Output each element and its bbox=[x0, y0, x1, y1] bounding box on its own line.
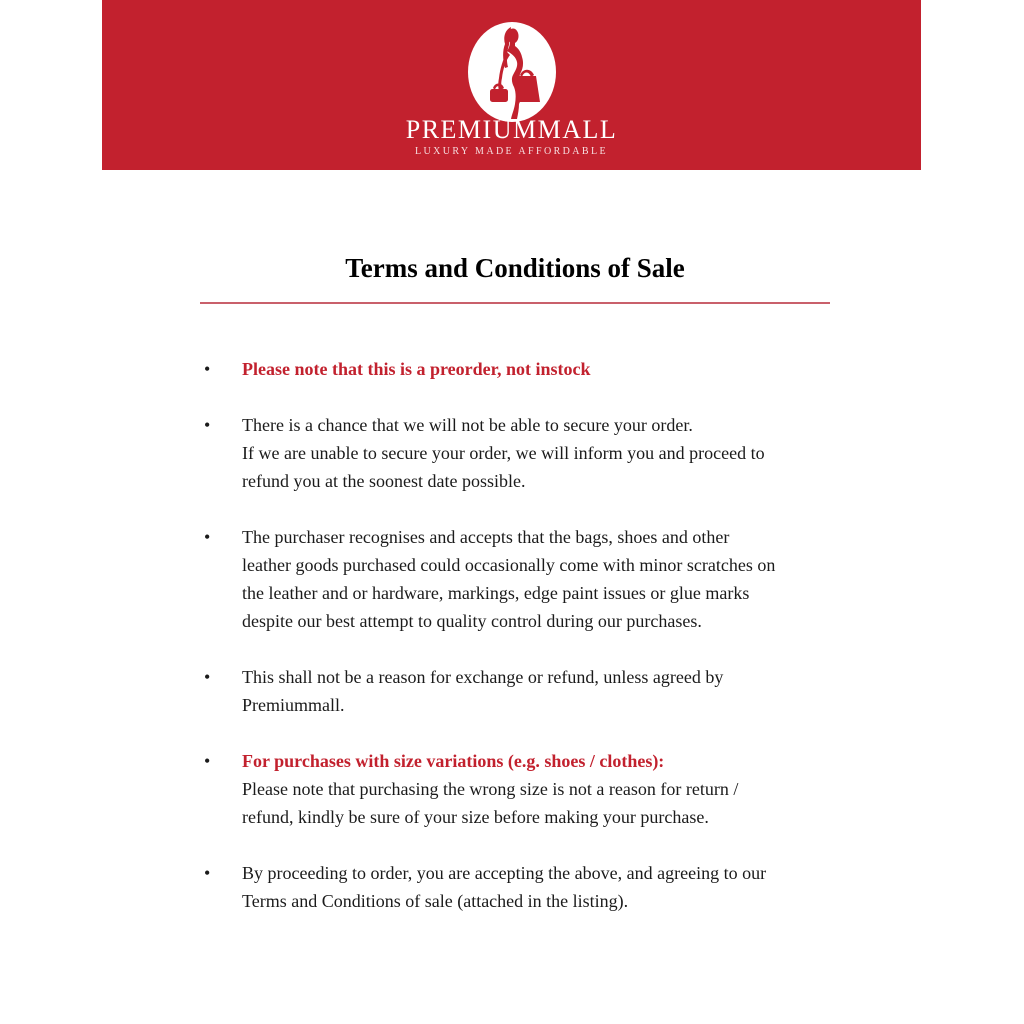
woman-with-shopping-bags-icon bbox=[467, 21, 557, 123]
term-line: This shall not be a reason for exchange or refund, unless agreed by bbox=[242, 667, 724, 687]
page-title: Terms and Conditions of Sale bbox=[345, 253, 685, 283]
brand-logo bbox=[467, 21, 557, 123]
bullet-marker: • bbox=[204, 527, 211, 547]
brand-name: PREMIUMMALL bbox=[405, 115, 618, 144]
bullet-marker: • bbox=[204, 863, 211, 883]
term-line: refund you at the soonest date possible. bbox=[242, 471, 526, 491]
term-line: The purchaser recognises and accepts that the bags, shoes and other bbox=[242, 527, 730, 547]
term-line: By proceeding to order, you are accepting the above, and agreeing to our bbox=[242, 863, 767, 883]
term-line: Please note that this is a preorder, not instock bbox=[242, 359, 591, 379]
term-line: refund, kindly be sure of your size before making your purchase. bbox=[242, 807, 709, 827]
list-item bbox=[200, 523, 830, 635]
title-divider-line bbox=[200, 302, 830, 304]
bullet-marker: • bbox=[204, 667, 211, 687]
term-line: If we are unable to secure your order, we will inform you and proceed to bbox=[242, 443, 765, 463]
term-line: For purchases with size variations (e.g. shoes / clothes): bbox=[242, 751, 665, 771]
brand-banner bbox=[102, 0, 921, 170]
term-line: Premiummall. bbox=[242, 695, 345, 715]
terms-content bbox=[200, 252, 830, 915]
term-line: There is a chance that we will not be able to secure your order. bbox=[242, 415, 693, 435]
term-line: Please note that purchasing the wrong size is not a reason for return / bbox=[242, 779, 739, 799]
brand-tagline: LUXURY MADE AFFORDABLE bbox=[414, 146, 608, 157]
list-item bbox=[200, 663, 830, 719]
term-line: despite our best attempt to quality control during our purchases. bbox=[242, 611, 702, 631]
term-line: Terms and Conditions of sale (attached in the listing). bbox=[242, 891, 629, 911]
list-item bbox=[200, 411, 830, 495]
list-item bbox=[200, 747, 830, 831]
term-line: the leather and or hardware, markings, edge paint issues or glue marks bbox=[242, 583, 750, 603]
bullet-marker: • bbox=[204, 751, 211, 771]
terms-list bbox=[200, 355, 830, 915]
bullet-marker: • bbox=[204, 359, 211, 379]
list-item bbox=[200, 859, 830, 915]
list-item bbox=[200, 355, 830, 383]
term-line: leather goods purchased could occasionally come with minor scratches on bbox=[242, 555, 776, 575]
bullet-marker: • bbox=[204, 415, 211, 435]
